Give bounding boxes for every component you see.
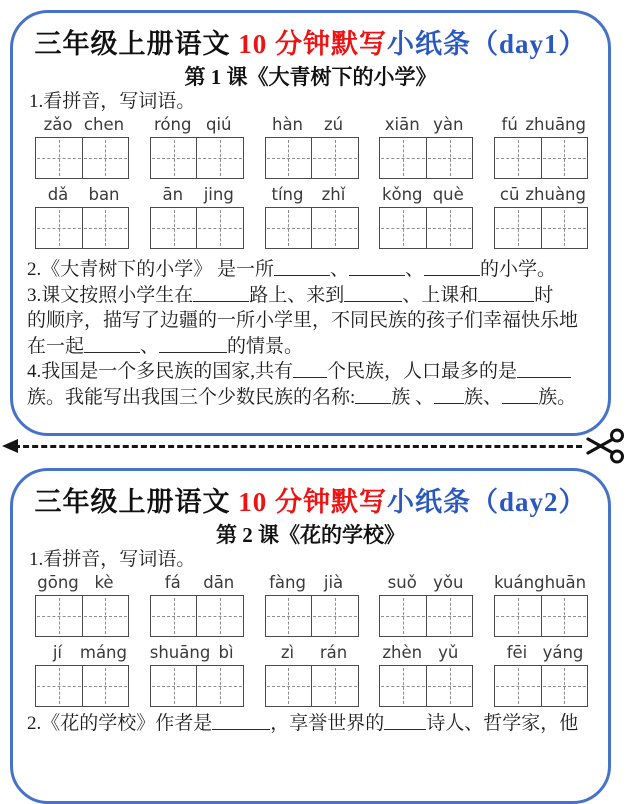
pinyin-word-group bbox=[150, 115, 242, 179]
pinyin-word-group bbox=[35, 643, 127, 707]
worksheet-card-day2 bbox=[10, 468, 611, 804]
writing-box[interactable] bbox=[35, 137, 129, 179]
question-line: 在一起 、 的情景。 bbox=[27, 335, 304, 357]
writing-cell[interactable] bbox=[495, 596, 541, 636]
worksheet-card-day1 bbox=[10, 10, 611, 436]
writing-cell[interactable] bbox=[82, 138, 129, 178]
blank-line[interactable] bbox=[424, 260, 480, 276]
writing-cell[interactable] bbox=[311, 596, 358, 636]
title-part-blue: 小纸条（day1） bbox=[386, 29, 587, 59]
writing-cell[interactable] bbox=[36, 208, 82, 248]
writing-box[interactable] bbox=[265, 665, 359, 707]
blank-line[interactable] bbox=[384, 714, 426, 730]
question-line: 的顺序，描写了边疆的一所小学里，不同民族的孩子们幸福快乐地 bbox=[27, 310, 579, 332]
pinyin-label: fàng jià bbox=[269, 573, 344, 592]
pinyin-word-group bbox=[265, 115, 357, 179]
writing-box[interactable] bbox=[494, 665, 588, 707]
writing-box[interactable] bbox=[150, 665, 244, 707]
blank-line[interactable] bbox=[293, 362, 327, 378]
blank-line[interactable] bbox=[434, 388, 464, 404]
lesson-subtitle: 第 1 课《大青树下的小学》 bbox=[184, 65, 437, 89]
writing-box[interactable] bbox=[379, 665, 473, 707]
writing-box[interactable] bbox=[35, 665, 129, 707]
lesson-subtitle: 第 2 课《花的学校》 bbox=[216, 523, 405, 547]
pinyin-word-group bbox=[379, 573, 471, 637]
writing-cell[interactable] bbox=[495, 138, 541, 178]
writing-cell[interactable] bbox=[495, 666, 541, 706]
writing-cell[interactable] bbox=[541, 208, 588, 248]
writing-box[interactable] bbox=[265, 595, 359, 637]
writing-box[interactable] bbox=[494, 137, 588, 179]
blank-line[interactable] bbox=[159, 337, 227, 353]
writing-box[interactable] bbox=[150, 207, 244, 249]
blank-line[interactable] bbox=[84, 337, 140, 353]
writing-cell[interactable] bbox=[541, 138, 588, 178]
pinyin-label: shuāng bì bbox=[149, 643, 234, 662]
writing-cell[interactable] bbox=[541, 596, 588, 636]
pinyin-label: tíng zhǐ bbox=[271, 185, 346, 204]
writing-cell[interactable] bbox=[426, 596, 473, 636]
question-line: 4.我国是一个多民族的国家,共有 个民族，人口最多的是 bbox=[27, 359, 594, 385]
writing-cell[interactable] bbox=[36, 666, 82, 706]
pinyin-label: kuáng huān bbox=[494, 573, 587, 592]
writing-cell[interactable] bbox=[82, 208, 129, 248]
pinyin-word-group bbox=[265, 643, 357, 707]
title-part-red: 10 分钟默写 bbox=[238, 29, 387, 59]
writing-box[interactable] bbox=[35, 207, 129, 249]
pinyin-label: zǎo chen bbox=[43, 115, 125, 134]
blank-line[interactable] bbox=[212, 714, 270, 730]
question-line: 族。我能写出我国三个少数民族的名称: 族 、 族、 族。 bbox=[27, 386, 577, 408]
pinyin-label: gōng kè bbox=[37, 573, 114, 592]
pinyin-word-group bbox=[379, 185, 471, 249]
pinyin-word-group bbox=[150, 643, 242, 707]
title-part-black: 三年级上册语文 bbox=[34, 487, 239, 517]
writing-cell[interactable] bbox=[266, 138, 312, 178]
writing-cell[interactable] bbox=[266, 208, 312, 248]
pinyin-word-group bbox=[494, 115, 586, 179]
pinyin-word-group bbox=[35, 185, 127, 249]
blank-line[interactable] bbox=[517, 362, 571, 378]
writing-box[interactable] bbox=[379, 207, 473, 249]
writing-cell[interactable] bbox=[541, 666, 588, 706]
writing-cell[interactable] bbox=[426, 208, 473, 248]
question-line: 2.《大青树下的小学》 是一所 、 、 的小学。 bbox=[27, 259, 557, 280]
writing-cell[interactable] bbox=[311, 666, 358, 706]
writing-cell[interactable] bbox=[311, 208, 358, 248]
question-block bbox=[27, 257, 594, 411]
pinyin-word-group bbox=[265, 185, 357, 249]
writing-cell[interactable] bbox=[196, 138, 243, 178]
title-part-black: 三年级上册语文 bbox=[34, 29, 239, 59]
pinyin-label: zhèn yǔ bbox=[382, 643, 459, 662]
blank-line[interactable] bbox=[344, 286, 402, 302]
writing-cell[interactable] bbox=[36, 596, 82, 636]
pinyin-label: dǎ ban bbox=[47, 185, 120, 204]
pinyin-word-group bbox=[379, 115, 471, 179]
writing-cell[interactable] bbox=[266, 666, 312, 706]
writing-cell[interactable] bbox=[266, 596, 312, 636]
scissors-icon bbox=[584, 426, 626, 468]
blank-line[interactable] bbox=[193, 286, 249, 302]
pinyin-label: suǒ yǒu bbox=[387, 573, 464, 592]
pinyin-label: cū zhuàng bbox=[499, 185, 586, 204]
title-part-red: 10 分钟默写 bbox=[238, 487, 387, 517]
pinyin-instruction: 1.看拼音，写词语。 bbox=[29, 549, 196, 570]
pinyin-row-1 bbox=[13, 573, 608, 637]
pinyin-label: fēi yáng bbox=[506, 643, 584, 662]
pinyin-instruction: 1.看拼音，写词语。 bbox=[29, 91, 196, 112]
writing-box[interactable] bbox=[494, 207, 588, 249]
writing-box[interactable] bbox=[379, 137, 473, 179]
writing-box[interactable] bbox=[150, 137, 244, 179]
pinyin-word-group bbox=[150, 185, 242, 249]
writing-box[interactable] bbox=[265, 137, 359, 179]
blank-line[interactable] bbox=[355, 388, 391, 404]
pinyin-label: ān jing bbox=[162, 185, 234, 204]
pinyin-label: zì rán bbox=[280, 643, 348, 662]
pinyin-word-group bbox=[379, 643, 471, 707]
blank-line[interactable] bbox=[478, 286, 534, 302]
writing-cell[interactable] bbox=[380, 596, 426, 636]
pinyin-label: hàn zú bbox=[271, 115, 344, 134]
writing-cell[interactable] bbox=[426, 666, 473, 706]
writing-box[interactable] bbox=[35, 595, 129, 637]
pinyin-label: jí máng bbox=[52, 643, 127, 662]
pinyin-row-2 bbox=[13, 185, 608, 249]
pinyin-row-2 bbox=[13, 643, 608, 707]
writing-cell[interactable] bbox=[151, 666, 197, 706]
writing-cell[interactable] bbox=[495, 208, 541, 248]
writing-cell[interactable] bbox=[151, 138, 197, 178]
pinyin-label: róng qiú bbox=[154, 115, 232, 134]
blank-line[interactable] bbox=[349, 260, 405, 276]
writing-box[interactable] bbox=[150, 595, 244, 637]
pinyin-label: fú zhuāng bbox=[501, 115, 586, 134]
pinyin-label: xiān yàn bbox=[384, 115, 464, 134]
question-line: 2.《花的学校》作者是 ，享誉世界的 诗人、哲学家，他 bbox=[27, 713, 579, 734]
writing-cell[interactable] bbox=[196, 666, 243, 706]
title-part-blue: 小纸条（day2） bbox=[386, 487, 587, 517]
writing-cell[interactable] bbox=[36, 138, 82, 178]
writing-box[interactable] bbox=[265, 207, 359, 249]
writing-cell[interactable] bbox=[380, 666, 426, 706]
writing-cell[interactable] bbox=[426, 138, 473, 178]
writing-cell[interactable] bbox=[196, 208, 243, 248]
pinyin-label: fá dān bbox=[164, 573, 235, 592]
pinyin-word-group bbox=[150, 573, 242, 637]
writing-cell[interactable] bbox=[380, 138, 426, 178]
writing-cell[interactable] bbox=[196, 596, 243, 636]
writing-box[interactable] bbox=[379, 595, 473, 637]
pinyin-row-1 bbox=[13, 115, 608, 179]
pinyin-word-group bbox=[494, 185, 586, 249]
pinyin-label: kǒng què bbox=[381, 185, 464, 204]
pinyin-word-group bbox=[35, 573, 127, 637]
question-block bbox=[27, 711, 594, 737]
writing-box[interactable] bbox=[494, 595, 588, 637]
writing-cell[interactable] bbox=[151, 596, 197, 636]
pinyin-word-group bbox=[494, 573, 586, 637]
blank-line[interactable] bbox=[274, 260, 330, 276]
question-line: 3.课文按照小学生在 路上、来到 、上课和 时 bbox=[27, 284, 554, 306]
worksheet-title bbox=[13, 485, 608, 519]
writing-cell[interactable] bbox=[82, 596, 129, 636]
cut-dashed-line bbox=[14, 445, 582, 448]
pinyin-word-group bbox=[35, 115, 127, 179]
pinyin-word-group bbox=[265, 573, 357, 637]
writing-cell[interactable] bbox=[151, 208, 197, 248]
blank-line[interactable] bbox=[502, 388, 538, 404]
writing-cell[interactable] bbox=[380, 208, 426, 248]
writing-cell[interactable] bbox=[311, 138, 358, 178]
worksheet-title bbox=[13, 27, 608, 61]
pinyin-word-group bbox=[494, 643, 586, 707]
writing-cell[interactable] bbox=[82, 666, 129, 706]
